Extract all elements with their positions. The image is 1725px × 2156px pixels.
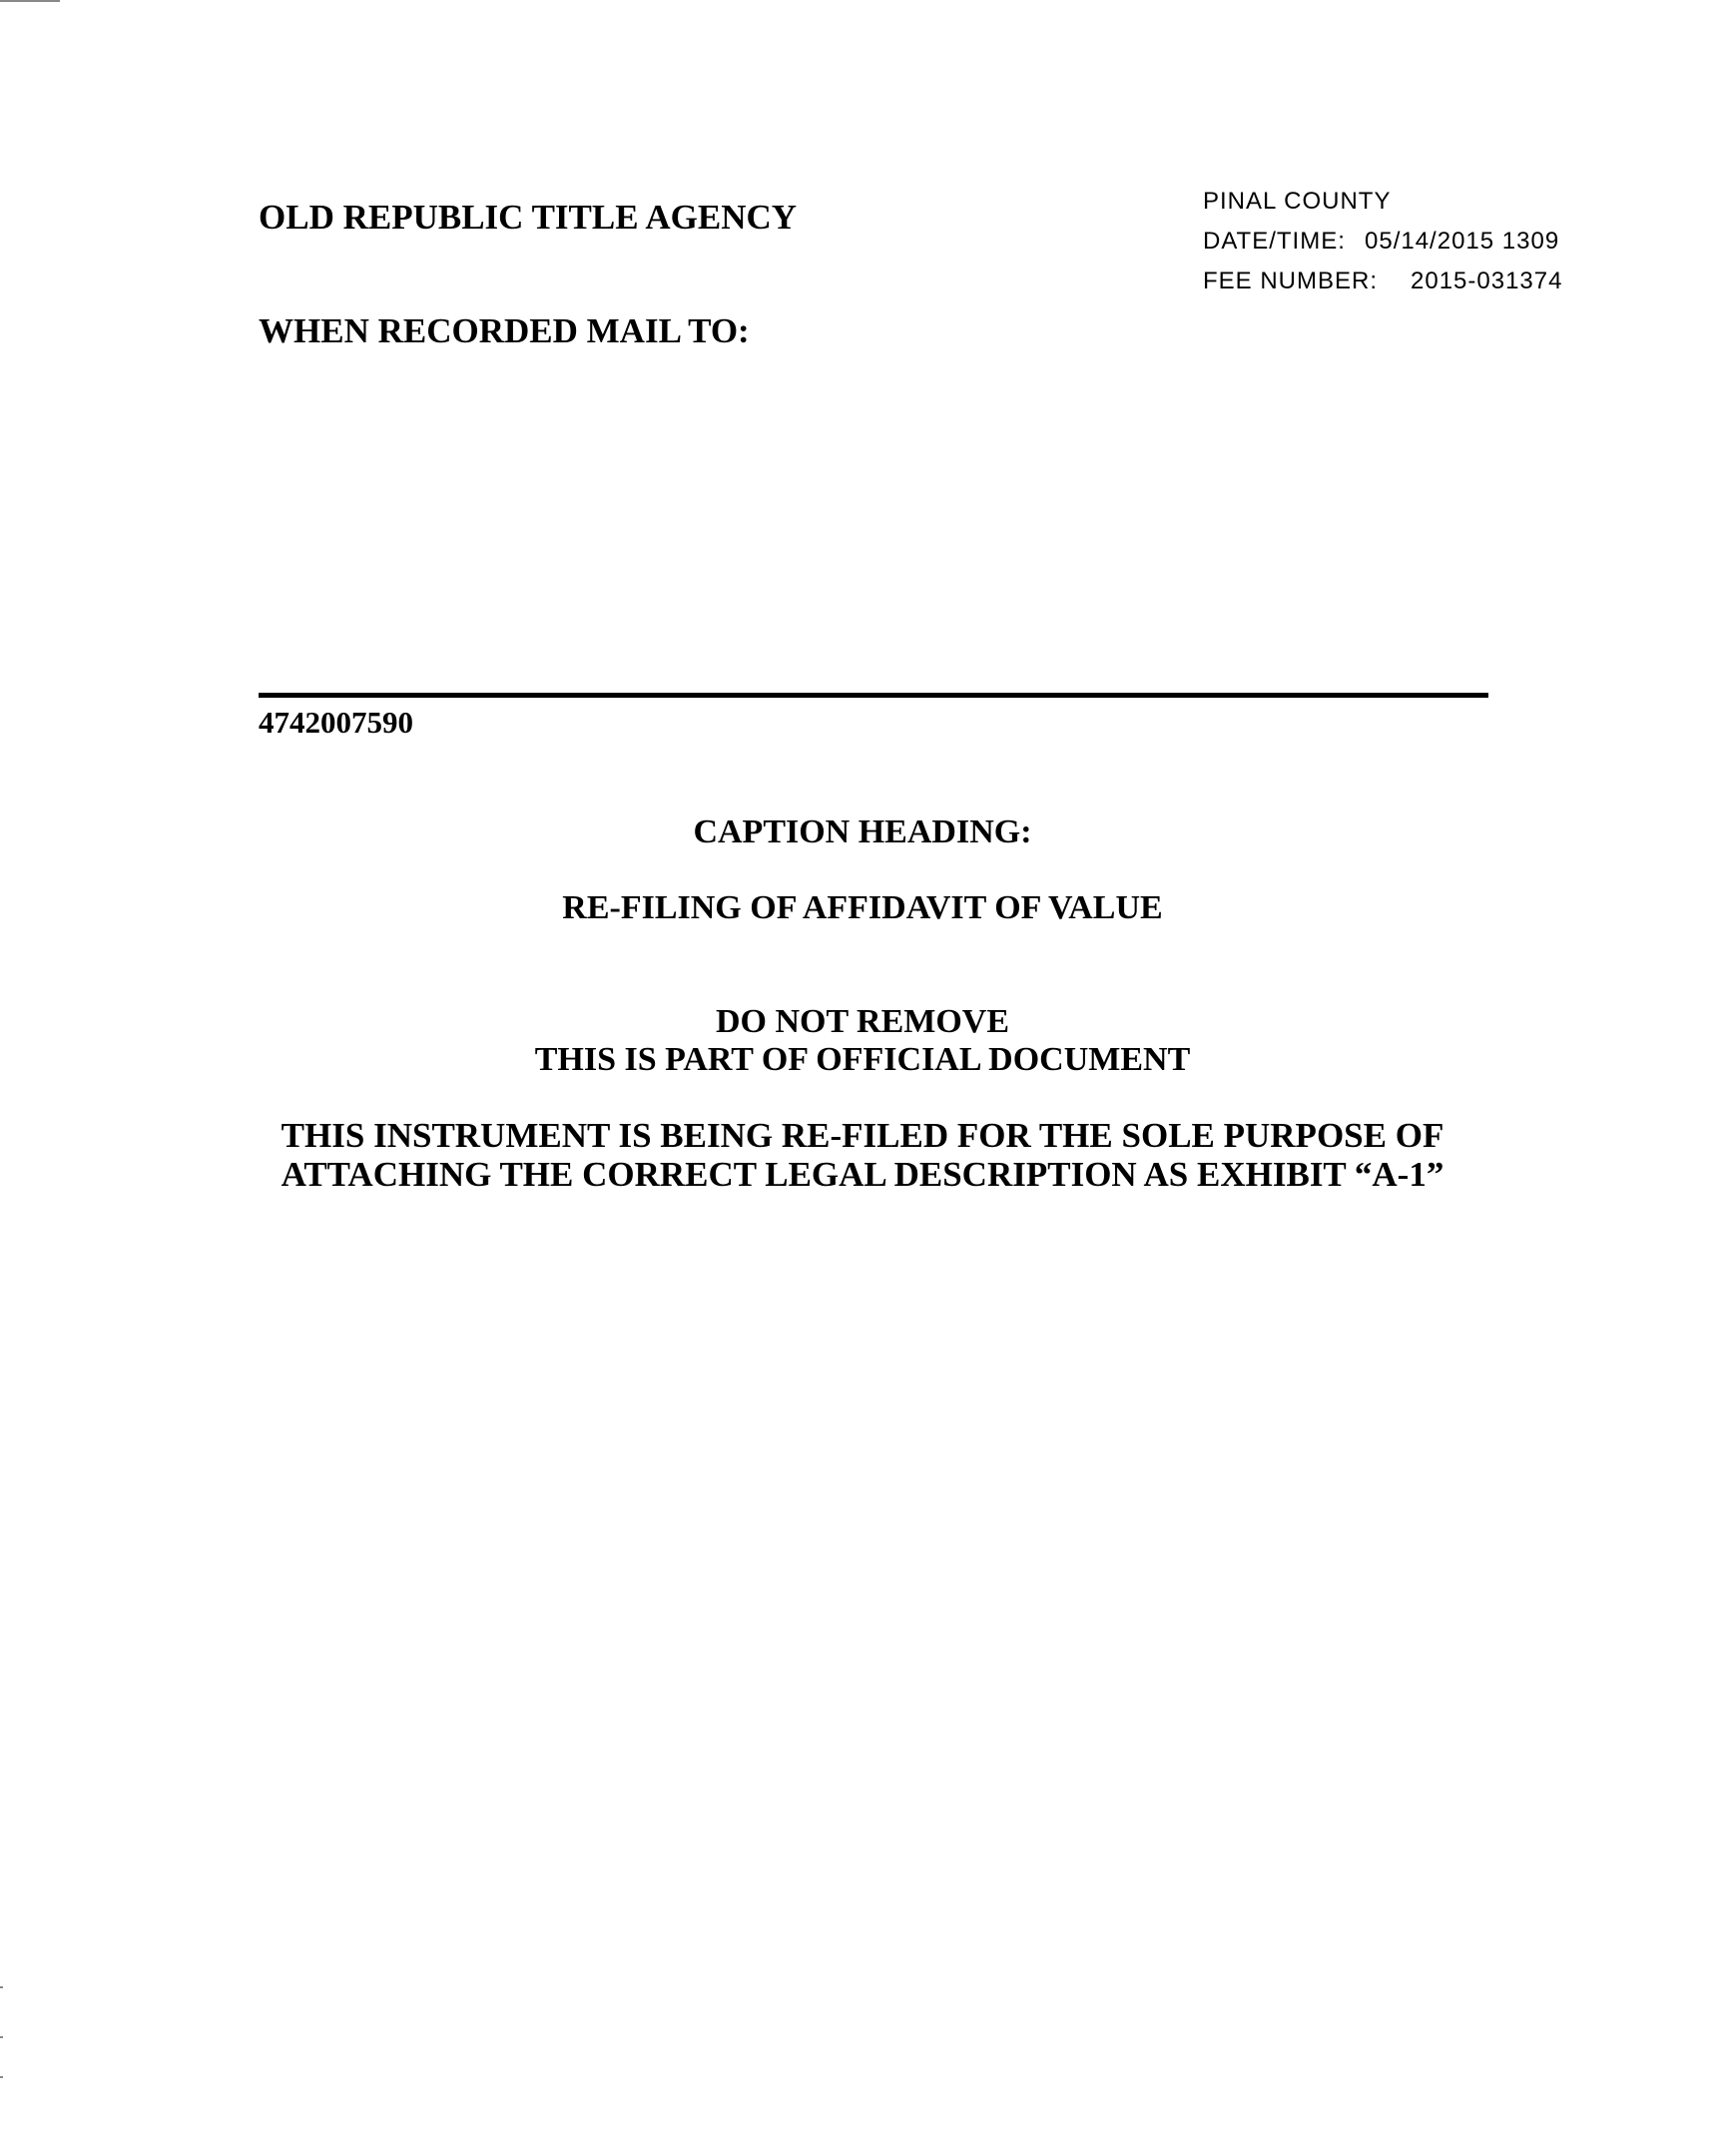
stamp-county: PINAL COUNTY <box>1203 188 1392 215</box>
stamp-fee-row <box>1203 262 1562 301</box>
refiling-purpose-line-1: THIS INSTRUMENT IS BEING RE-FILED FOR THE SOLE PURPOSE OF <box>281 1116 1444 1155</box>
refiling-purpose-line-2: ATTACHING THE CORRECT LEGAL DESCRIPTION AS EXHIBIT “A-1” <box>281 1155 1444 1194</box>
agency-name: OLD REPUBLIC TITLE AGENCY <box>259 198 798 237</box>
scan-artifact-left-edge-1 <box>0 1986 3 1988</box>
scan-artifact-left-edge-3 <box>0 2076 3 2078</box>
document-number: 4742007590 <box>259 705 413 740</box>
refiling-title: RE-FILING OF AFFIDAVIT OF VALUE <box>562 889 1163 926</box>
stamp-datetime-value: 05/14/2015 1309 <box>1365 228 1560 255</box>
scan-artifact-left-edge-2 <box>0 2036 3 2038</box>
mail-to-label: WHEN RECORDED MAIL TO: <box>259 311 750 350</box>
stamp-fee-value: 2015-031374 <box>1411 268 1563 294</box>
stamp-datetime-row <box>1203 222 1562 262</box>
stamp-datetime-label: DATE/TIME: <box>1203 228 1346 255</box>
separator-line <box>259 693 1488 698</box>
caption-heading: CAPTION HEADING: <box>693 813 1032 850</box>
do-not-remove-notice: DO NOT REMOVE <box>715 1003 1010 1040</box>
recording-stamp <box>1203 182 1562 301</box>
official-document-notice: THIS IS PART OF OFFICIAL DOCUMENT <box>534 1041 1191 1078</box>
stamp-fee-label: FEE NUMBER: <box>1203 268 1379 294</box>
scan-artifact-top-left <box>0 0 60 2</box>
